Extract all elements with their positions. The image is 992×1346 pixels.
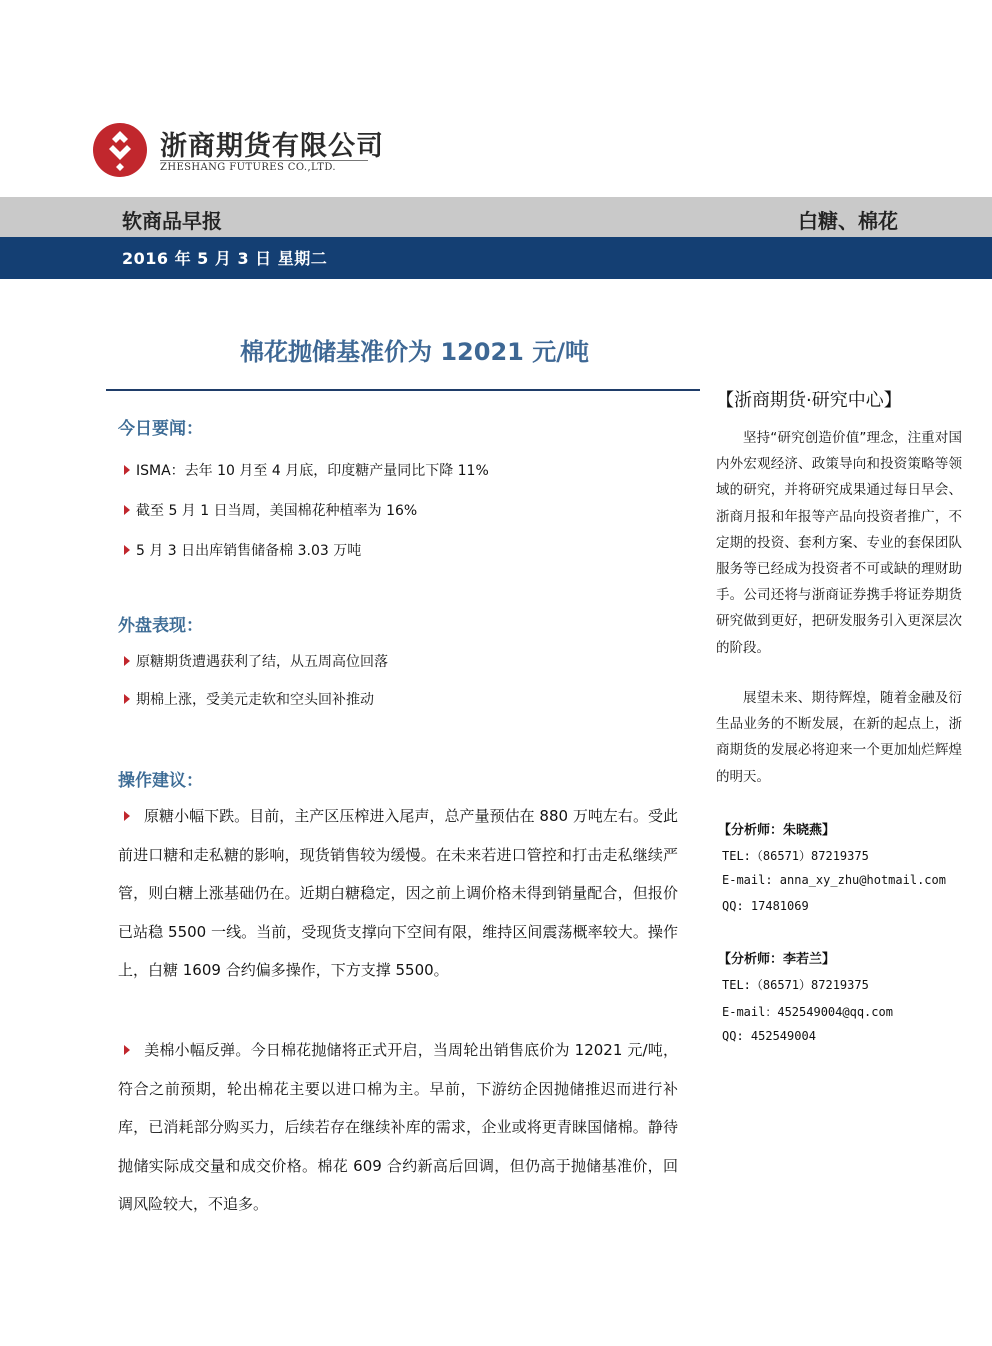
analyst-name: 【分析师：朱晓燕】 bbox=[718, 823, 836, 838]
report-date: 2016 年 5 月 3 日 星期二 bbox=[122, 249, 328, 268]
bullet-triangle-icon bbox=[124, 505, 130, 515]
commodity-tags: 白糖、棉花 bbox=[798, 209, 898, 233]
bullet-triangle-icon bbox=[124, 811, 130, 821]
analyst-qq: QQ: 452549004 bbox=[722, 1029, 816, 1043]
bullet-triangle-icon bbox=[124, 545, 130, 555]
company-name-en: ZHESHANG FUTURES CO.,LTD. bbox=[160, 162, 336, 173]
company-logo-icon bbox=[92, 122, 148, 178]
advice-text: 美棉小幅反弹。今日棉花抛储将正式开启，当周轮出销售底价为 12021 元/吨，符合之前预期，轮出棉花主要以进口棉为主。早前，下游纺企因抛储推迟而进行补库，已消耗部分购买力，后续若存在继续补库的需求，企业或将更青睐国储棉。静待抛储实际成交量和成交价格。棉花 609 合约新高后回调，但仍高于抛储基准价，回调风险较大，不追多。 bbox=[118, 1041, 678, 1214]
bullet-triangle-icon bbox=[124, 465, 130, 475]
news-item bbox=[124, 540, 361, 560]
analyst-email: E-mail：452549004@qq.com bbox=[722, 1005, 893, 1019]
news-item bbox=[124, 500, 417, 520]
report-headline: 棉花抛储基准价为 12021 元/吨 bbox=[240, 338, 589, 366]
advice-paragraph-sugar bbox=[118, 797, 678, 990]
advice-text: 原糖小幅下跌。目前，主产区压榨进入尾声，总产量预估在 880 万吨左右。受此前进口糖和走私糖的影响，现货销售较为缓慢。在未来若进口管控和打击走私继续严管，则白糖上涨基础仍在。近期白糖稳定，因之前上调价格未得到销量配合，但报价已站稳 5500 一线。当前，受现货支撑向下空间有限，维持区间震荡概率较大。操作上，白糖 1609 合约偏多操作，下方支撑 5500。 bbox=[118, 807, 678, 980]
analyst-qq: QQ: 17481069 bbox=[722, 899, 809, 913]
overseas-item bbox=[124, 651, 388, 671]
analyst-tel: TEL:（86571）87219375 bbox=[722, 978, 869, 992]
research-center-outlook: 展望未来、期待辉煌，随着金融及衍生品业务的不断发展，在新的起点上，浙商期货的发展必将迎来一个更加灿烂辉煌的明天。 bbox=[716, 690, 962, 785]
logo-divider bbox=[160, 160, 368, 161]
headline-divider bbox=[106, 389, 700, 391]
analyst-tel: TEL:（86571）87219375 bbox=[722, 849, 869, 863]
news-item-text: ISMA：去年 10 月至 4 月底，印度糖产量同比下降 11% bbox=[136, 463, 489, 479]
section-title-overseas: 外盘表现： bbox=[118, 616, 203, 636]
advice-paragraph-cotton bbox=[118, 1031, 678, 1224]
news-item bbox=[124, 460, 489, 480]
analyst-email: E-mail: anna_xy_zhu@hotmail.com bbox=[722, 873, 946, 887]
company-name-cn: 浙商期货有限公司 bbox=[160, 131, 384, 162]
bullet-triangle-icon bbox=[124, 1045, 130, 1055]
overseas-item-text: 原糖期货遭遇获利了结，从五周高位回落 bbox=[136, 654, 388, 670]
section-title-today-news: 今日要闻： bbox=[118, 419, 203, 439]
bullet-triangle-icon bbox=[124, 656, 130, 666]
news-item-text: 5 月 3 日出库销售储备棉 3.03 万吨 bbox=[136, 543, 362, 559]
research-center-intro: 坚持“研究创造价值”理念，注重对国内外宏观经济、政策导向和投资策略等领域的研究，并将研究成果通过每日早会、浙商月报和年报等产品向投资者推广，不定期的投资、套利方案、专业的套保团队服务等已经成为投资者不可或缺的理财助手。公司还将与浙商证券携手将证券期货研究做到更好，把研发服务引入更深层次的阶段。 bbox=[716, 430, 962, 656]
overseas-item-text: 期棉上涨，受美元走软和空头回补推动 bbox=[136, 692, 374, 708]
overseas-item bbox=[124, 689, 374, 709]
news-item-text: 截至 5 月 1 日当周，美国棉花种植率为 16% bbox=[136, 503, 418, 519]
report-type: 软商品早报 bbox=[122, 209, 222, 233]
analyst-name: 【分析师：李若兰】 bbox=[718, 952, 836, 967]
bullet-triangle-icon bbox=[124, 694, 130, 704]
section-title-advice: 操作建议： bbox=[118, 771, 203, 791]
research-center-heading: 【浙商期货·研究中心】 bbox=[716, 390, 902, 411]
